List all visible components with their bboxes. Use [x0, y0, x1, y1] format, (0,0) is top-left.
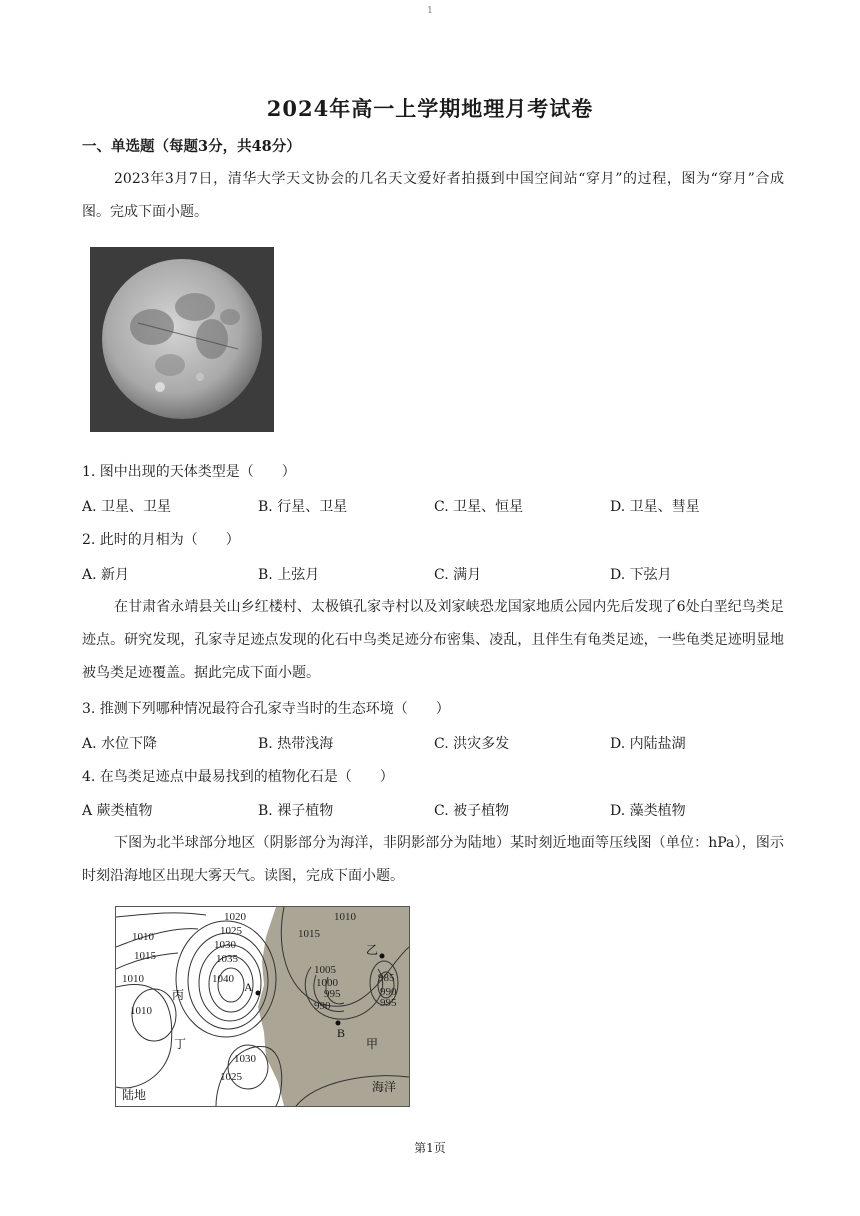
point-label-a: A — [244, 980, 253, 994]
isobar-label: 1030 — [214, 939, 236, 951]
isobar-label: 1020 — [224, 911, 246, 923]
point-label-bing: 丙 — [172, 988, 185, 1002]
point-label-b: B — [337, 1026, 346, 1040]
isobar-label: 985 — [378, 972, 395, 984]
isobar-label: 1030 — [234, 1053, 256, 1065]
isobar-label: 1005 — [314, 964, 336, 976]
point-b-marker — [336, 1021, 341, 1026]
isobar-label: 1025 — [220, 925, 242, 937]
isobar-label: 1015 — [298, 928, 320, 940]
section-heading: 一、单选题（每题3分，共48分） — [82, 138, 301, 155]
point-label-jia: 甲 — [366, 1037, 379, 1051]
q2-option-c[interactable]: C. 满月 — [434, 567, 482, 583]
q2-option-d[interactable]: D. 下弦月 — [610, 567, 672, 583]
isobar-label: 1040 — [212, 973, 234, 985]
q4-option-a[interactable]: A 蕨类植物 — [82, 803, 153, 819]
isobar-label: 990 — [380, 986, 397, 998]
isobar-label: 1025 — [220, 1071, 242, 1083]
question-4-stem: 4. 在鸟类足迹点中最易找到的植物化石是（ ） — [82, 769, 394, 785]
passage-1: 2023年3月7日，清华大学天文协会的几名天文爱好者拍摄到中国空间站“穿月”的过程，图为“穿月”合成图。完成下面小题。 — [82, 171, 784, 220]
land-label: 陆地 — [122, 1088, 147, 1102]
point-label-ding: 丁 — [174, 1037, 187, 1051]
page-top-mark: 1 — [427, 6, 433, 16]
question-2-stem: 2. 此时的月相为（ ） — [82, 532, 240, 548]
isobar-label: 1010 — [334, 911, 356, 923]
isobar-label: 1010 — [130, 1005, 152, 1017]
page-footer: 第1页 — [414, 1141, 446, 1155]
isobar-label: 995 — [380, 997, 397, 1009]
page-title: 2024年高一上学期地理月考试卷 — [266, 96, 594, 121]
isobar-label: 1000 — [316, 977, 338, 989]
isobar-label: 1010 — [132, 931, 154, 943]
sea-label: 海洋 — [372, 1080, 397, 1094]
question-1-stem: 1. 图中出现的天体类型是（ ） — [82, 464, 296, 480]
q4-option-c[interactable]: C. 被子植物 — [434, 803, 510, 819]
isobar-map — [115, 906, 410, 1107]
q1-option-c[interactable]: C. 卫星、恒星 — [434, 499, 524, 515]
point-a-marker — [256, 991, 261, 996]
point-yi-marker — [380, 954, 385, 959]
q4-option-b[interactable]: B. 裸子植物 — [258, 803, 334, 819]
q3-option-d[interactable]: D. 内陆盐湖 — [610, 736, 686, 752]
passage-2: 在甘肃省永靖县关山乡红楼村、太极镇孔家寺村以及刘家峡恐龙国家地质公园内先后发现了6处白垩纪鸟类足迹点。研究发现，孔家寺足迹点发现的化石中鸟类足迹分布密集、凌乱，且伴生有龟类足迹，一些龟类足迹明显地被鸟类足迹覆盖。据此完成下面小题。 — [82, 599, 784, 681]
q3-option-b[interactable]: B. 热带浅海 — [258, 736, 334, 752]
q2-option-b[interactable]: B. 上弦月 — [258, 567, 320, 583]
moon-photo — [90, 247, 274, 432]
q1-option-a[interactable]: A. 卫星、卫星 — [82, 499, 172, 515]
passage-3: 下图为北半球部分地区（阴影部分为海洋，非阴影部分为陆地）某时刻近地面等压线图（单位：hPa），图示时刻沿海地区出现大雾天气。读图，完成下面小题。 — [82, 835, 784, 884]
q2-option-a[interactable]: A. 新月 — [82, 567, 130, 583]
q4-option-d[interactable]: D. 藻类植物 — [610, 803, 686, 819]
isobar-label: 995 — [324, 988, 341, 1000]
isobar-label: 1015 — [134, 950, 156, 962]
q3-option-c[interactable]: C. 洪灾多发 — [434, 736, 510, 752]
point-label-yi: 乙 — [366, 943, 379, 957]
isobar-label: 1010 — [122, 973, 144, 985]
question-3-stem: 3. 推测下列哪种情况最符合孔家寺当时的生态环境（ ） — [82, 701, 450, 717]
isobar-map-svg — [116, 907, 409, 1106]
q3-option-a[interactable]: A. 水位下降 — [82, 736, 158, 752]
q1-option-d[interactable]: D. 卫星、彗星 — [610, 499, 700, 515]
q1-option-b[interactable]: B. 行星、卫星 — [258, 499, 348, 515]
isobar-label: 990 — [314, 1000, 331, 1012]
isobar-label: 1035 — [216, 953, 238, 965]
